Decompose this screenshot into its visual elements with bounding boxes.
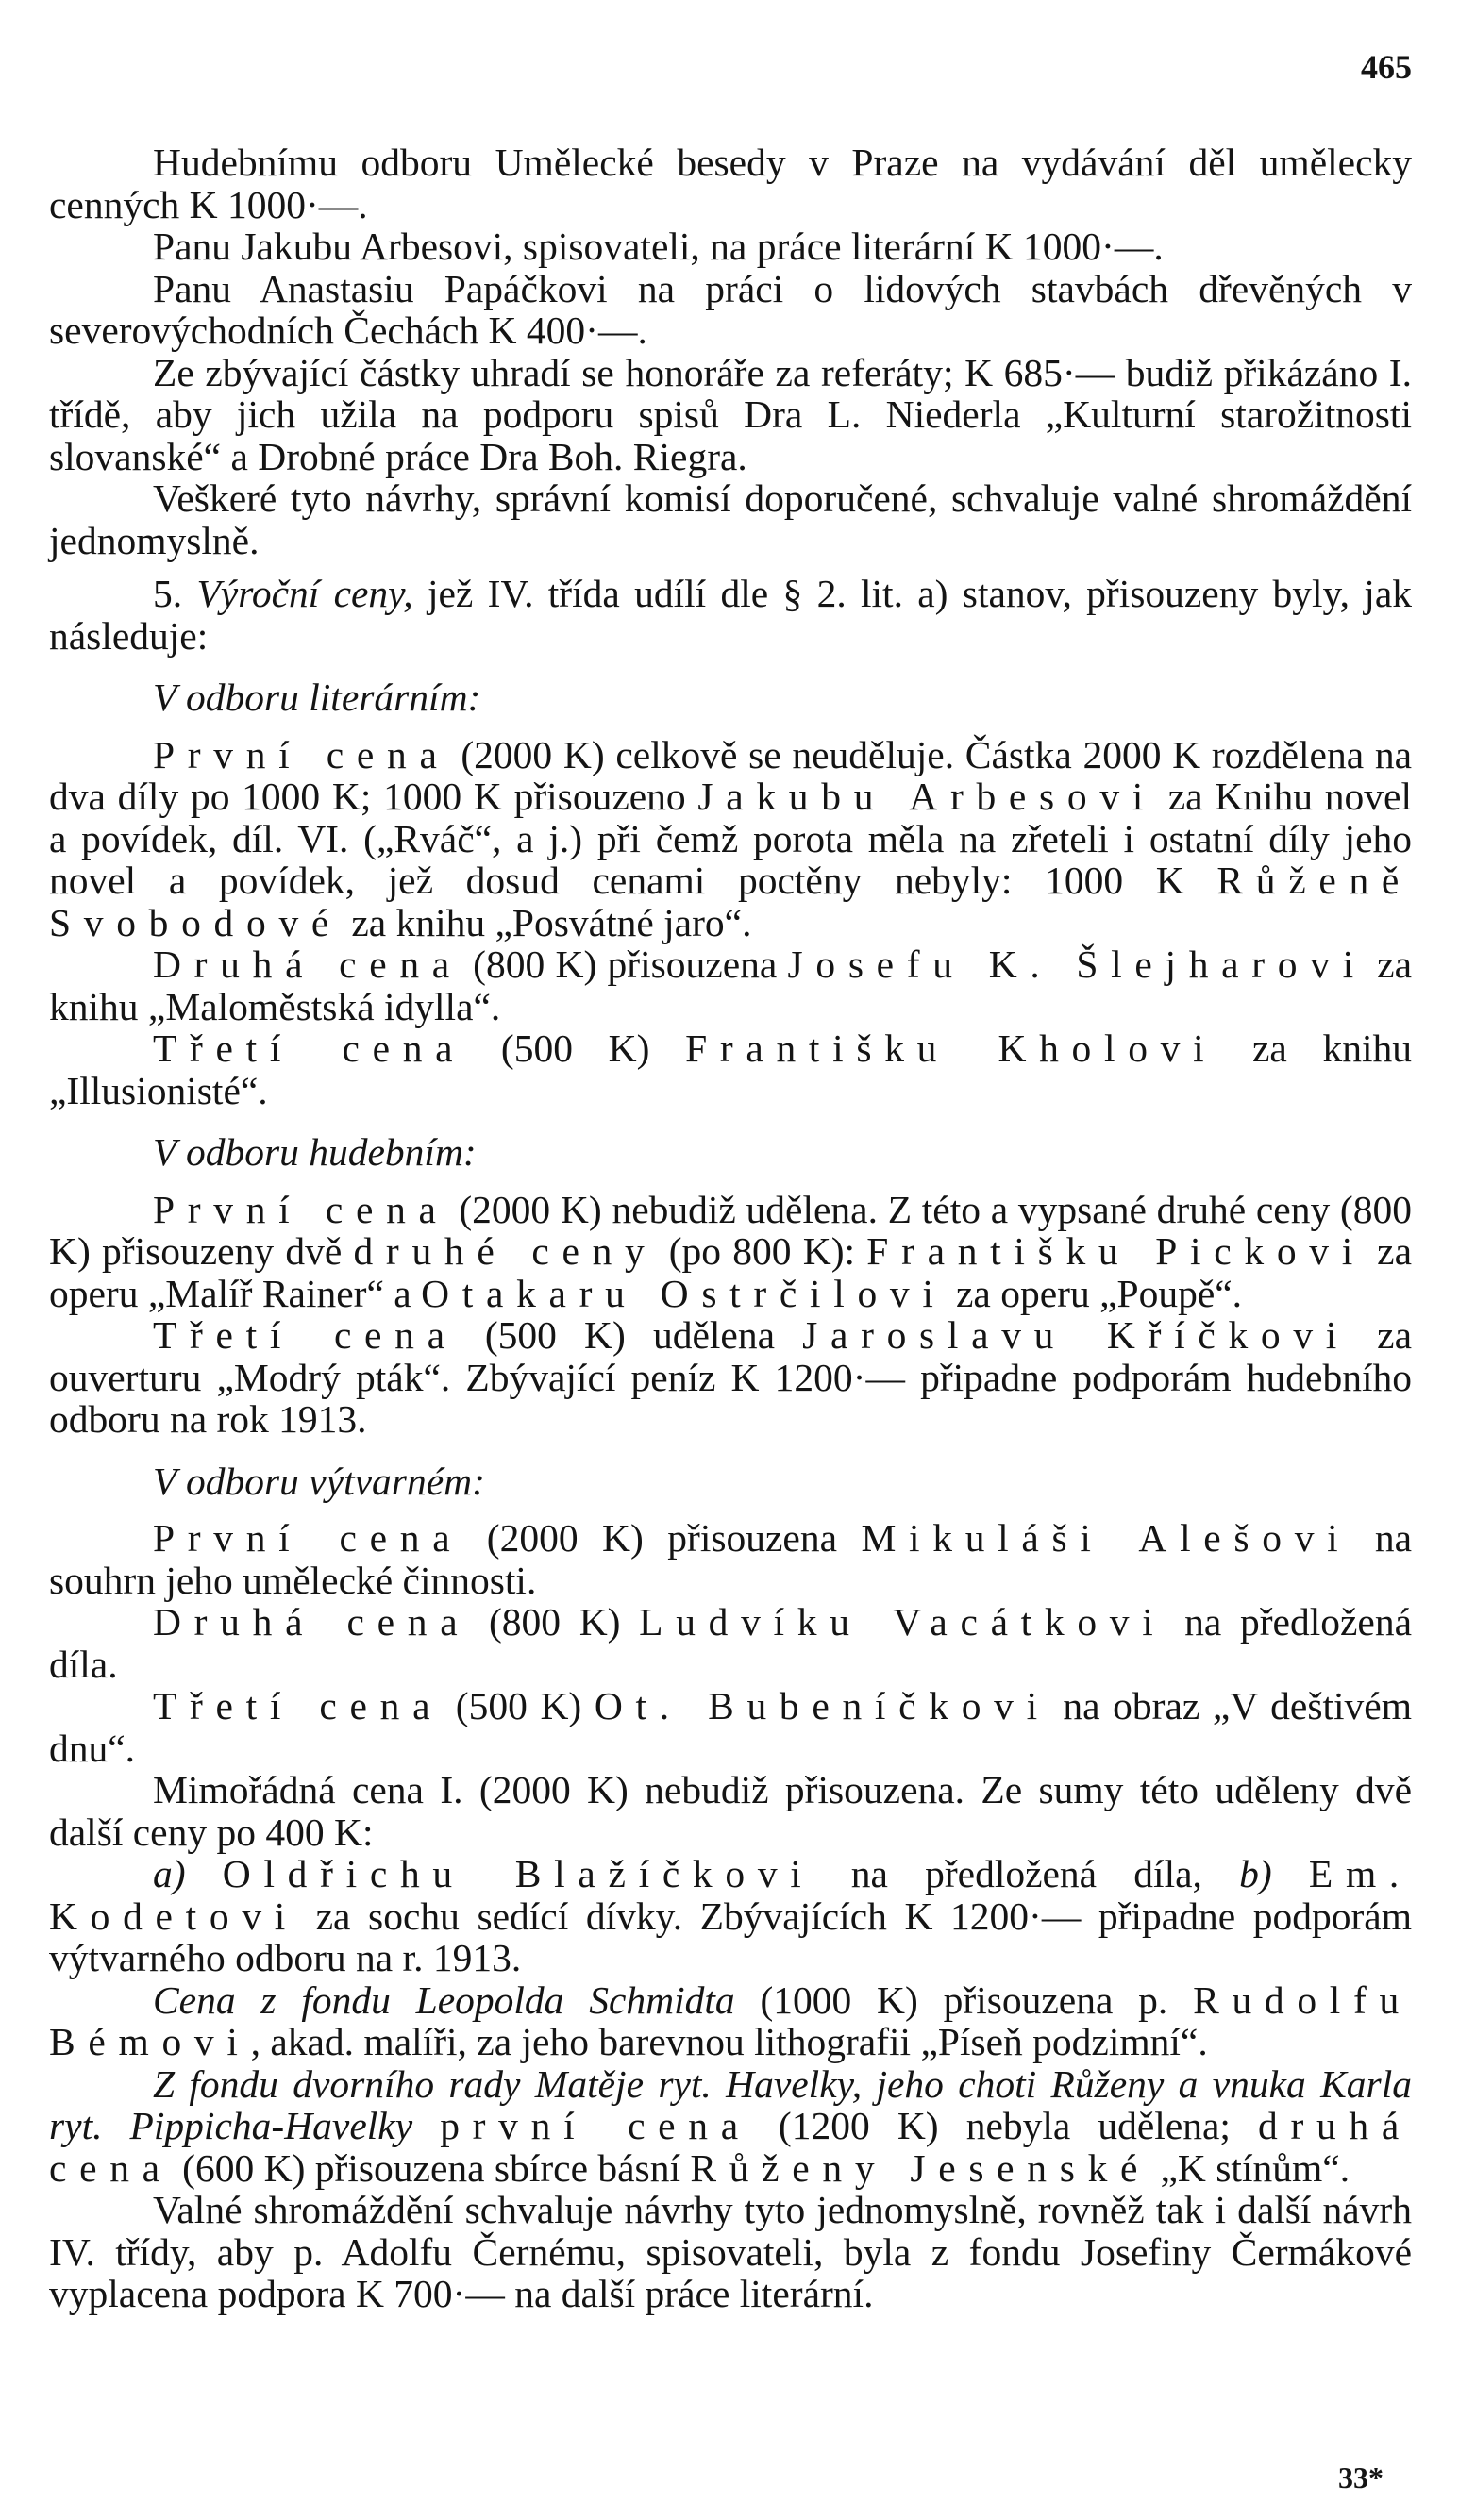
prize-text: , akad. malíři, za jeho barevnou lithografii „Píseň podzimní“. [250, 2020, 1208, 2063]
signature-mark: 33* [1338, 2461, 1384, 2495]
laureate-name: Růženy Jesenské [690, 2145, 1151, 2190]
laureate-name: Josefu K. Šlejharovi [787, 943, 1367, 986]
visual-second-prize [49, 1601, 1412, 1685]
laureate-name: Františku Kholovi [685, 1026, 1217, 1070]
page-number: 465 [1361, 48, 1412, 86]
fund-title: Z fondu dvorního rady Matěje ryt. Havelky, jeho choti Růženy a vnuka Karla ryt. Pippicha-Havelky [49, 2061, 1412, 2147]
prize-text: za operu „Malíř Rainer“ a [49, 1229, 1413, 1315]
laureate-name: Ot. Bubeníčkovi [594, 1684, 1050, 1727]
page-body [49, 142, 1412, 2315]
prize-text: (500 K) [465, 1026, 686, 1070]
laureate-name: Jaroslavu Kříčkovi [802, 1313, 1350, 1357]
literary-first-prize [49, 734, 1412, 944]
visual-first-prize [49, 1517, 1412, 1601]
fund-schmidt [49, 1979, 1412, 2063]
heading-literary: V odboru literárním: [153, 676, 481, 719]
prize-text: za knihu „Posvátné jaro“. [342, 900, 752, 944]
prize-label: druhé ceny [353, 1229, 658, 1273]
prize-text: na obraz „V deštivém dnu“. [49, 1684, 1412, 1770]
music-first-prize [49, 1189, 1412, 1315]
prize-label: Třetí cena [153, 1026, 466, 1070]
prize-label: První cena [153, 1187, 449, 1231]
prize-label: Třetí cena [153, 1313, 458, 1357]
prize-text: za Knihu novel a povídek, díl. VI. („Rváč“, a j.) při čemž porota měla na zřeteli i ostatní díly jeho novel a povídek, jež dosud cenami poctěny nebyly: 1000 K [49, 775, 1412, 902]
laureate-name: Františku Pickovi [866, 1229, 1366, 1273]
prize-text: (2000 K) přisouzena [462, 1516, 862, 1560]
prize-text: na souhrn jeho umělecké činnosti. [49, 1516, 1412, 1602]
prize-label: Druhá cena [153, 943, 462, 986]
section-title: Výroční ceny, [196, 572, 413, 615]
prize-text: (500 K) [443, 1684, 595, 1727]
laureate-name: Ludvíku Vacátkovi [639, 1600, 1166, 1644]
heading-music: V odboru hudebním: [153, 1130, 477, 1174]
paragraph-annual-prizes [49, 573, 1412, 657]
music-third-prize [49, 1314, 1412, 1441]
paragraph-remaining-amount: Ze zbývající částky uhradí se honoráře za referáty; K 685·— budiž přikázáno I. třídě, aby jich užila na podporu spisů Dra L. Niederla „Kulturní starožitnosti slovanské“ a Drobné práce Dra Boh. Riegra. [49, 350, 1412, 478]
paragraph-approval: Veškeré tyto návrhy, správní komisí doporučené, schvaluje valné shromáždění jednomyslně. [49, 476, 1412, 562]
laureate-name: Oldřichu Blažíčkovi [222, 1852, 814, 1895]
prize-text: (2000 K) nebudiž udělena. Z této a vypsané druhé ceny (800 K) přisouzeny dvě [49, 1187, 1412, 1273]
paragraph-papacek: Panu Anastasiu Papáčkovi na práci o lidových stavbách dřevěných v severovýchodních Čechách K 400·—. [49, 266, 1412, 352]
laureate-name: Em. Kodetovi [49, 1852, 1412, 1938]
prize-text: na předložená díla. [49, 1600, 1412, 1686]
visual-extraordinary-prize: Mimořádná cena I. (2000 K) nebudiž přisouzena. Ze sumy této uděleny dvě další ceny po 400 K: [49, 1768, 1412, 1854]
prize-text: na předložená díla, [813, 1852, 1240, 1895]
prize-label: druhá cena [49, 2104, 1412, 2190]
heading-visual: V odboru výtvarném: [153, 1459, 485, 1503]
prize-text: za knihu „Maloměstská idylla“. [49, 943, 1413, 1028]
laureate-name: Jakubu Arbesovi [697, 775, 1156, 818]
prize-text: (1000 K) přisouzena p. [734, 1978, 1194, 2022]
section-intro-text: jež IV. třída udílí dle § 2. lit. a) stanov, přisouzeny byly, jak následuje: [49, 572, 1412, 658]
fund-title: Cena z fondu Leopolda Schmidta [153, 1978, 735, 2022]
section-number: 5. [153, 572, 197, 615]
paragraph-arbes: Panu Jakubu Arbesovi, spisovateli, na práce literární K 1000·—. [153, 225, 1164, 268]
prize-text: „K stínům“. [1150, 2145, 1350, 2190]
prize-text: za operu „Poupě“. [946, 1271, 1243, 1315]
laureate-name: Otakaru Ostrčilovi [421, 1271, 947, 1315]
prize-text: (800 K) [470, 1600, 640, 1644]
prize-text: (800 K) přisouzena [461, 943, 788, 986]
prize-label: první cena [440, 2104, 751, 2147]
prize-text: za knihu „Illusionisté“. [49, 1026, 1413, 1112]
prize-label: Třetí cena [153, 1684, 444, 1727]
literary-third-prize [49, 1027, 1412, 1111]
laureate-name: Mikuláši Alešovi [861, 1516, 1351, 1560]
prize-text: (500 K) udělena [457, 1313, 803, 1357]
prize-text: za sochu sedící dívky. Zbývajících K 1200·— připadne podporám výtvarného odboru na r. 1913. [49, 1894, 1412, 1979]
prize-label: První cena [153, 1516, 463, 1560]
prize-label: Druhá cena [153, 1600, 471, 1644]
prize-text: (600 K) přisouzena sbírce básní [172, 2145, 691, 2190]
visual-third-prize [49, 1685, 1412, 1769]
prize-text: za ouverturu „Modrý pták“. Zbývající peníz K 1200·— připadne podporám hudebního odboru na rok 1913. [49, 1313, 1412, 1441]
list-marker: b) [1239, 1852, 1272, 1895]
prize-text: (2000 K) celkově se neuděluje. Částka 2000 K rozdělena na dva díly po 1000 K; 1000 K přisouzeno [49, 732, 1413, 818]
visual-additional-prizes [49, 1853, 1412, 1979]
paragraph-music-society: Hudebnímu odboru Umělecké besedy v Praze na vydávání děl umělecky cenných K 1000·—. [49, 141, 1412, 226]
prize-label: První cena [153, 732, 450, 776]
prize-text: (po 800 K): [657, 1229, 867, 1273]
literary-second-prize [49, 943, 1412, 1027]
prize-text: (1200 K) nebyla udělena; [750, 2104, 1259, 2147]
laureate-name: Růženě Svobodové [49, 859, 1412, 944]
paragraph-final-approval: Valné shromáždění schvaluje návrhy tyto jednomyslně, rovněž tak i další návrh IV. třídy, aby p. Adolfu Černému, spisovateli, byla z fondu Josefiny Čermákové vyplacena podpora K 700·— na další práce literární. [49, 2188, 1412, 2315]
laureate-name: Rudolfu Bémovi [49, 1978, 1412, 2063]
list-marker: a) [153, 1852, 186, 1895]
fund-havelka [49, 2063, 1412, 2190]
